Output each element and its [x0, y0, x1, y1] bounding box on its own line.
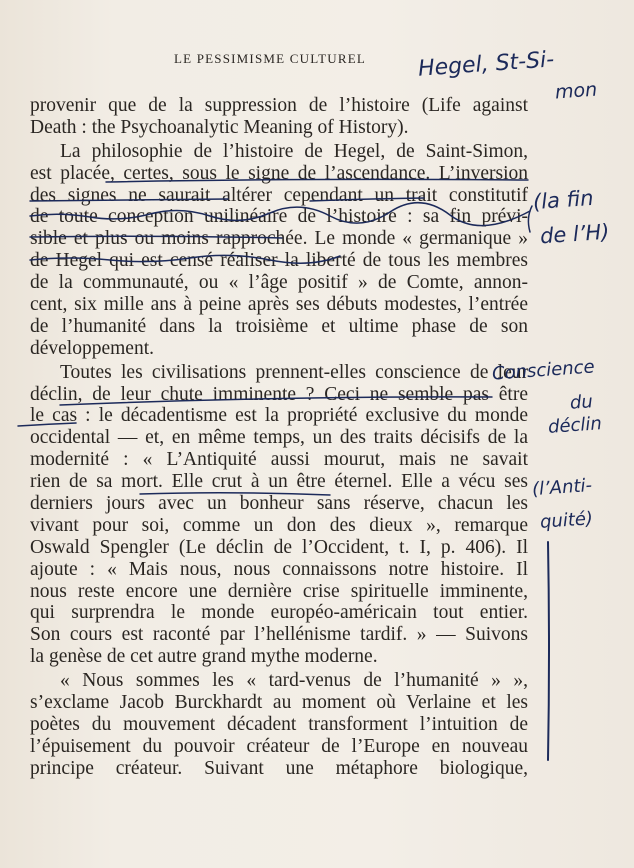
- text-line: de l’humanité dans la troisième et ultime phase de son: [30, 315, 528, 337]
- paragraph-4: [30, 670, 528, 779]
- margin-vertical-line: [548, 542, 549, 760]
- text-line: déclin, de leur chute imminente ? Ceci ne semble pas être: [30, 383, 528, 405]
- running-head: LE PESSIMISME CULTUREL: [173, 51, 367, 66]
- text-line: ajoute : « Mais nous, nous connaissons notre histoire. Il: [30, 558, 528, 580]
- text-line: s’exclame Jacob Burckhardt au moment où Verlaine et les: [30, 692, 528, 714]
- text-line: vivant pour soi, comme un don des dieux », remarque: [30, 514, 528, 536]
- margin-note-conscience: Conscience: [491, 356, 596, 385]
- text-line: provenir que de la suppression de l’histoire (Life against: [30, 95, 528, 116]
- margin-note-du: du: [569, 391, 594, 414]
- margin-note-fin-cont: de l’H): [539, 219, 611, 249]
- text-line: occidental — et, en même temps, un des traits décisifs de la: [30, 427, 528, 449]
- text-line: rien de sa mort. Elle crut à un être éternel. Elle a vécu ses: [30, 471, 528, 493]
- text-line: la genèse de cet autre grand mythe moderne.: [30, 646, 378, 668]
- text-line: de Hegel qui est censé réaliser la liberté de tous les membres: [30, 250, 528, 272]
- body-text: [30, 95, 528, 780]
- text-line: développement.: [30, 337, 154, 359]
- paragraph-2: [30, 141, 528, 360]
- margin-note-antiquite-cont: quité): [539, 508, 594, 533]
- margin-note-antiquite: (l’Anti-: [531, 474, 593, 501]
- text-line: Oswald Spengler (Le déclin de l’Occident, t. I, p. 406). Il: [30, 536, 528, 558]
- text-line: Toutes les civilisations prennent-elles conscience de leur: [60, 361, 528, 383]
- text-line: de la communauté, ou « l’âge positif » de Comte, annon-: [30, 272, 528, 294]
- text-line: sible et plus ou moins rapprochée. Le monde « germanique »: [30, 228, 528, 250]
- text-line: poètes du mouvement décadent transforment l’intuition de: [30, 713, 528, 735]
- margin-note-hegel-cont: mon: [554, 78, 598, 104]
- text-line: le cas : le décadentisme est la propriété exclusive du monde: [30, 405, 528, 427]
- text-line: est placée, certes, sous le signe de l’ascendance. L’inversion: [30, 162, 528, 184]
- text-line: Son cours est raconté par l’hellénisme tardif. » — Suivons: [30, 624, 528, 646]
- margin-note-fin: (la fin: [532, 185, 595, 215]
- text-line: principe créateur. Suivant une métaphore biologique,: [30, 757, 528, 779]
- text-line: cent, six mille ans à peine après ses débuts modestes, l’entrée: [30, 294, 528, 316]
- margin-note-hegel: Hegel, St-Si-: [417, 47, 555, 82]
- text-line: des signes ne saurait altérer cependant un trait constitutif: [30, 184, 528, 206]
- text-line: l’épuisement du pouvoir créateur de l’Europe en nouveau: [30, 735, 528, 757]
- text-line: modernité : « L’Antiquité aussi mourut, mais ne savait: [30, 449, 528, 471]
- bracket-fin: [528, 206, 532, 232]
- text-line: de toute conception unilinéaire de l’histoire : sa fin prévi-: [30, 206, 528, 228]
- text-line: nous reste encore une dernière crise spirituelle imminente,: [30, 580, 528, 602]
- text-line: qui surprendra le monde européo-américain tout entier.: [30, 602, 528, 624]
- text-line: Death : the Psychoanalytic Meaning of History).: [30, 116, 409, 138]
- text-line: « Nous sommes les « tard-venus de l’humanité » »,: [60, 670, 528, 692]
- margin-note-declin: déclin: [547, 413, 603, 438]
- paragraph-1: [30, 95, 528, 139]
- paragraph-3: [30, 362, 528, 668]
- text-line: La philosophie de l’histoire de Hegel, de Saint-Simon,: [60, 140, 528, 162]
- text-line: derniers jours avec un bonheur sans réserve, chacun les: [30, 493, 528, 515]
